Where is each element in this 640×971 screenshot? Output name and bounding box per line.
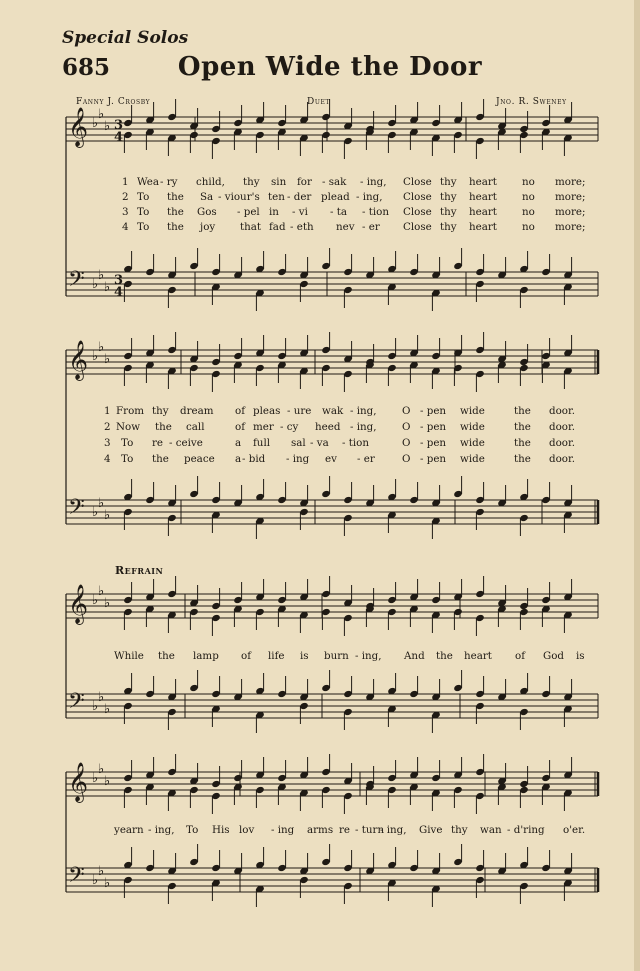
treble-clef-icon: 𝄞: [68, 762, 89, 802]
flat-icon: ♭: [92, 277, 99, 292]
syllable: the: [167, 191, 184, 203]
syllable: And: [404, 650, 425, 662]
syllable: Give: [419, 824, 443, 836]
syllable: the: [167, 221, 184, 233]
syllable: more;: [555, 191, 586, 203]
flat-icon: ♭: [92, 505, 99, 520]
syllable: - pen: [420, 453, 447, 465]
syllable: - va: [310, 437, 329, 449]
treble-clef-icon: 𝄞: [68, 584, 89, 624]
syllable: Close: [403, 191, 432, 203]
syllable: ten: [268, 191, 285, 203]
verse-line-s2-2: [0, 419, 640, 435]
bass-clef-icon: 𝄢: [68, 267, 85, 297]
verse-number: 2: [122, 191, 129, 203]
bass-clef-icon: 𝄢: [68, 689, 85, 719]
verse-line-s1-4: [0, 219, 640, 235]
syllable: heart: [469, 176, 497, 188]
verse-number: 4: [104, 453, 111, 465]
syllable: - d'ring: [507, 824, 545, 836]
syllable: thy: [440, 176, 457, 188]
time-signature-top: 3: [114, 118, 124, 133]
verse-line-s1-3: [0, 204, 640, 220]
flat-icon: ♭: [98, 268, 105, 283]
style-credit: Duet: [307, 97, 331, 107]
syllable: Close: [403, 176, 432, 188]
syllable: - ceive: [169, 437, 203, 449]
section-label: Special Solos: [62, 28, 189, 48]
syllable: To: [137, 191, 150, 203]
flat-icon: ♭: [98, 340, 105, 355]
syllable: To: [137, 221, 150, 233]
flat-icon: ♭: [104, 280, 111, 295]
verse-line-s2-4: [0, 451, 640, 467]
syllable: more;: [555, 176, 586, 188]
flat-icon: ♭: [92, 593, 99, 608]
flat-icon: ♭: [104, 774, 111, 789]
syllable: of: [235, 405, 246, 417]
syllable: of: [235, 421, 246, 433]
syllable: sal: [291, 437, 306, 449]
syllable: nev: [336, 221, 355, 233]
syllable: is: [576, 650, 585, 662]
syllable: Sa: [200, 191, 214, 203]
syllable: - er: [362, 221, 380, 233]
syllable: thy: [243, 176, 260, 188]
syllable: - ing,: [350, 405, 377, 417]
syllable: the: [514, 421, 531, 433]
flat-icon: ♭: [98, 864, 105, 879]
flat-icon: ♭: [104, 119, 111, 134]
syllable: re: [339, 824, 351, 836]
refrain-lyric-line-1: [0, 648, 640, 664]
syllable: From: [116, 405, 145, 417]
syllable: life: [268, 650, 285, 662]
syllable: of: [241, 650, 252, 662]
flat-icon: ♭: [92, 349, 99, 364]
syllable: - eth: [290, 221, 314, 233]
syllable: that: [240, 221, 262, 233]
syllable: - cy: [280, 421, 299, 433]
verse-line-s1-2: [0, 189, 640, 205]
syllable: arms: [307, 824, 334, 836]
syllable: - vi: [292, 206, 308, 218]
syllable: thy: [152, 405, 169, 417]
syllable: His: [212, 824, 230, 836]
syllable: Close: [403, 206, 432, 218]
verse-number: 1: [122, 176, 129, 188]
syllable: - ing,: [355, 650, 382, 662]
flat-icon: ♭: [92, 873, 99, 888]
syllable: - bid: [242, 453, 266, 465]
time-signature-bottom: 4: [114, 130, 124, 145]
syllable: call: [186, 421, 205, 433]
syllable: the: [152, 453, 169, 465]
syllable: wide: [460, 453, 485, 465]
flat-icon: ♭: [104, 702, 111, 717]
flat-icon: ♭: [98, 584, 105, 599]
syllable: no: [522, 221, 535, 233]
treble-clef-icon: 𝄞: [68, 340, 89, 380]
syllable: O: [402, 437, 411, 449]
syllable: Close: [403, 221, 432, 233]
flat-icon: ♭: [98, 496, 105, 511]
hymn-title: Open Wide the Door: [177, 52, 483, 82]
composer-credit: Jno. R. Sweney: [496, 97, 567, 107]
syllable: To: [186, 824, 199, 836]
syllable: dream: [180, 405, 214, 417]
syllable: lamp: [193, 650, 219, 662]
syllable: - ing,: [356, 191, 383, 203]
verse-number: 3: [104, 437, 111, 449]
syllable: - der: [287, 191, 312, 203]
syllable: O: [402, 453, 411, 465]
syllable: wan: [480, 824, 502, 836]
syllable: thy: [440, 191, 457, 203]
flat-icon: ♭: [104, 352, 111, 367]
time-signature-top: 3: [114, 273, 124, 288]
flat-icon: ♭: [92, 699, 99, 714]
syllable: door.: [549, 421, 576, 433]
syllable: joy: [200, 221, 216, 233]
syllable: burn: [324, 650, 349, 662]
syllable: thy: [451, 824, 468, 836]
syllable: the: [514, 405, 531, 417]
syllable: for: [297, 176, 312, 188]
syllable: - er: [357, 453, 375, 465]
syllable: wak: [322, 405, 344, 417]
syllable: To: [121, 437, 134, 449]
syllable: door.: [549, 453, 576, 465]
verse-line-s2-1: [0, 403, 640, 419]
syllable: the: [167, 206, 184, 218]
bass-clef-icon: 𝄢: [68, 863, 85, 893]
syllable: - turn: [355, 824, 385, 836]
syllable: thy: [440, 206, 457, 218]
syllable: no: [522, 191, 535, 203]
syllable: - pel: [237, 206, 260, 218]
treble-clef-icon: 𝄞: [68, 107, 89, 147]
syllable: - ure: [287, 405, 312, 417]
syllable: - pen: [420, 421, 447, 433]
flat-icon: ♭: [98, 690, 105, 705]
syllable: - pen: [420, 437, 447, 449]
syllable: - ing,: [360, 176, 387, 188]
verse-number: 1: [104, 405, 111, 417]
syllable: plead: [321, 191, 350, 203]
syllable: fad: [269, 221, 286, 233]
syllable: To: [121, 453, 134, 465]
verse-number: 2: [104, 421, 111, 433]
syllable: the: [514, 437, 531, 449]
verse-number: 3: [122, 206, 129, 218]
syllable: - ing: [286, 453, 310, 465]
syllable: God: [543, 650, 565, 662]
syllable: wide: [460, 405, 485, 417]
verse-line-s1-1: [0, 174, 640, 190]
flat-icon: ♭: [104, 876, 111, 891]
syllable: Wea: [137, 176, 159, 188]
refrain-lyric-line-2: [0, 822, 640, 838]
syllable: of: [515, 650, 526, 662]
syllable: o'er.: [563, 824, 586, 836]
syllable: lov: [239, 824, 255, 836]
verse-line-s2-3: [0, 435, 640, 451]
syllable: the: [158, 650, 175, 662]
syllable: heart: [469, 221, 497, 233]
syllable: thy: [440, 221, 457, 233]
syllable: peace: [184, 453, 215, 465]
syllable: wide: [460, 421, 485, 433]
time-signature-bottom: 4: [114, 285, 124, 300]
syllable: - ry: [160, 176, 178, 188]
syllable: Now: [116, 421, 141, 433]
syllable: ev: [325, 453, 337, 465]
verse-number: 4: [122, 221, 129, 233]
flat-icon: ♭: [104, 596, 111, 611]
syllable: full: [253, 437, 271, 449]
syllable: re: [152, 437, 164, 449]
syllable: wide: [460, 437, 485, 449]
flat-icon: ♭: [104, 508, 111, 523]
refrain-label: Refrain: [115, 564, 164, 577]
syllable: child,: [196, 176, 225, 188]
syllable: O: [402, 405, 411, 417]
syllable: a: [235, 453, 242, 465]
syllable: the: [514, 453, 531, 465]
syllable: - pen: [420, 405, 447, 417]
syllable: door.: [549, 405, 576, 417]
syllable: pleas: [253, 405, 281, 417]
syllable: - ta: [330, 206, 348, 218]
flat-icon: ♭: [98, 762, 105, 777]
syllable: a: [235, 437, 242, 449]
syllable: heed: [315, 421, 341, 433]
syllable: heart: [469, 206, 497, 218]
flat-icon: ♭: [92, 771, 99, 786]
syllable: is: [300, 650, 309, 662]
syllable: heart: [464, 650, 492, 662]
syllable: heart: [469, 191, 497, 203]
syllable: Gos: [197, 206, 217, 218]
syllable: - tion: [342, 437, 370, 449]
syllable: To: [137, 206, 150, 218]
bass-clef-icon: 𝄢: [68, 495, 85, 525]
syllable: - ing,: [148, 824, 175, 836]
syllable: more;: [555, 221, 586, 233]
syllable: the: [155, 421, 172, 433]
flat-icon: ♭: [92, 116, 99, 131]
syllable: sin: [271, 176, 287, 188]
syllable: mer: [253, 421, 274, 433]
syllable: - ing,: [350, 421, 377, 433]
syllable: While: [114, 650, 144, 662]
syllable: the: [436, 650, 453, 662]
syllable: - ing: [271, 824, 295, 836]
syllable: more;: [555, 206, 586, 218]
hymn-number: 685: [62, 54, 111, 81]
syllable: no: [522, 206, 535, 218]
syllable: yearn: [114, 824, 144, 836]
author-credit: Fanny J. Crosby: [76, 97, 151, 107]
syllable: - sak: [322, 176, 347, 188]
syllable: door.: [549, 437, 576, 449]
syllable: - tion: [362, 206, 390, 218]
syllable: - ing,: [380, 824, 407, 836]
syllable: O: [402, 421, 411, 433]
flat-icon: ♭: [98, 107, 105, 122]
syllable: in: [269, 206, 279, 218]
syllable: - viour's: [218, 191, 260, 203]
syllable: no: [522, 176, 535, 188]
